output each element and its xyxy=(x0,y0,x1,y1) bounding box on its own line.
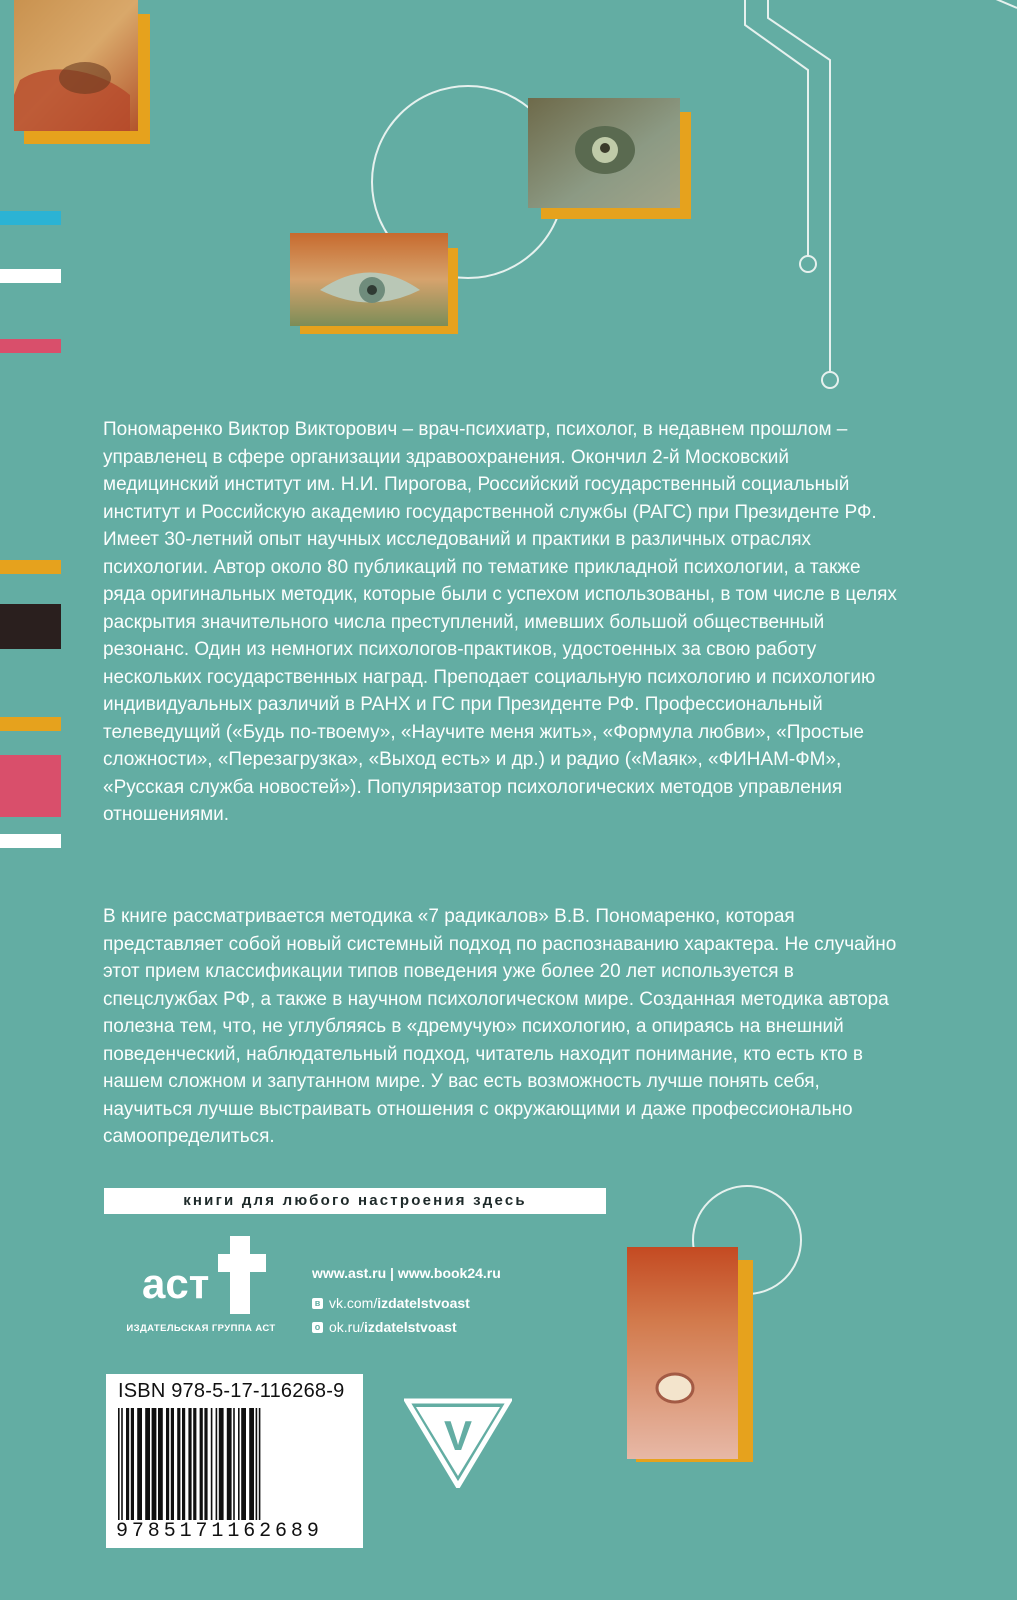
ok-prefix: ok.ru/ xyxy=(329,1319,365,1335)
vk-link[interactable] xyxy=(312,1293,501,1313)
barcode-bar xyxy=(177,1408,180,1520)
publisher-logo-text: аст xyxy=(142,1260,210,1307)
barcode-bar xyxy=(158,1408,163,1520)
isbn-label: ISBN 978-5-17-116268-9 xyxy=(118,1380,345,1402)
barcode-bar xyxy=(145,1408,150,1520)
barcode-bar xyxy=(200,1408,203,1520)
barcode-bar xyxy=(233,1408,235,1520)
barcode-bar xyxy=(216,1408,218,1520)
series-logo xyxy=(404,1398,512,1488)
barcode-bar xyxy=(204,1408,207,1520)
ok-link[interactable] xyxy=(312,1317,501,1337)
book-description-text: В книге рассматривается методика «7 радикалов» В.В. Пономаренко, которая представляет собой новый системный подход по распознаванию характера. Не случайно этот прием классификации типов поведения уже более 20 лет используется в спецслужбах РФ, а также в научном психологическом мире. Созданная методика автора полезна тем, что, не углубляясь в «дремучую» психологию, а опираясь на внешний поведенческий, наблюдательный подход, читатель находит понимание, кто есть кто в нашем сложном и запутанном мире. У вас есть возможность лучше понять себя, научиться лучше выстраивать отношения с окружающими и даже профессионально самоопределиться. xyxy=(103,906,897,1147)
barcode-digits: 9785171162689 xyxy=(116,1520,323,1543)
barcode-bar xyxy=(249,1408,254,1520)
barcode-bar xyxy=(227,1408,232,1520)
barcode-bar xyxy=(152,1408,157,1520)
barcode-bar xyxy=(211,1408,213,1520)
author-bio xyxy=(103,416,903,829)
barcode-bar xyxy=(121,1408,123,1520)
tagline-banner xyxy=(104,1188,606,1214)
publisher-links xyxy=(312,1265,501,1337)
series-logo-letter: V xyxy=(443,1412,473,1459)
barcode-bar xyxy=(241,1408,246,1520)
ok-handle: izdatelstvoast xyxy=(364,1319,457,1335)
barcode-bar xyxy=(188,1408,191,1520)
barcode-bar xyxy=(131,1408,134,1520)
barcode-bar xyxy=(137,1408,142,1520)
ok-icon: о xyxy=(312,1322,323,1333)
publisher-logo xyxy=(138,1228,268,1318)
author-bio-text: Пономаренко Виктор Викторович – врач-психиатр, психолог, в недавнем прошлом – управленец в сфере организации здравоохранения. Окончил 2-й Московский медицинский институт им. Н.И. Пирогова, Российский государственный социальный институт и Российскую академию государственной службы (РАГС) при Президенте РФ. Имеет 30-летний опыт научных исследований и практики в различных отраслях психологии. Автор около 80 публикаций по тематике прикладной психологии, а также ряда оригинальных методик, которые были с успехом использованы, в том числе в целях раскрытия значительного числа преступлений, имевших большой общественный резонанс. Один из немногих психологов-практиков, удостоенных за свою работу нескольких государственных наград. Преподает социальную психологию и психологию индивидуальных различий в РАНХ и ГС при Президенте РФ. Профессиональный телеведущий («Будь по-твоему», «Научите меня жить», «Формула любви», «Простые сложности», «Перезагрузка», «Выход есть» и др.) и радио («Маяк», «ФИНАМ-ФМ», «Русская служба новостей»). Популяризатор психологических методов управления отношениями. xyxy=(103,419,897,825)
website-links[interactable]: www.ast.ru | www.book24.ru xyxy=(312,1265,501,1281)
vk-prefix: vk.com/ xyxy=(329,1295,378,1311)
publisher-name: ИЗДАТЕЛЬСКАЯ ГРУППА АСТ xyxy=(126,1323,276,1334)
vk-icon: в xyxy=(312,1298,323,1309)
barcode-bar xyxy=(238,1408,240,1520)
barcode-bar xyxy=(118,1408,120,1520)
barcode xyxy=(118,1408,351,1520)
tagline-text: книги для любого настроения здесь xyxy=(183,1192,527,1209)
barcode-bar xyxy=(256,1408,258,1520)
barcode-bar xyxy=(166,1408,169,1520)
barcode-bar xyxy=(259,1408,261,1520)
barcode-bar xyxy=(171,1408,174,1520)
isbn-barcode-box xyxy=(106,1374,363,1548)
barcode-bar xyxy=(182,1408,185,1520)
barcode-bar xyxy=(193,1408,196,1520)
vk-handle: izdatelstvoast xyxy=(377,1295,470,1311)
barcode-bar xyxy=(219,1408,224,1520)
barcode-bar xyxy=(126,1408,129,1520)
book-description xyxy=(103,903,903,1151)
